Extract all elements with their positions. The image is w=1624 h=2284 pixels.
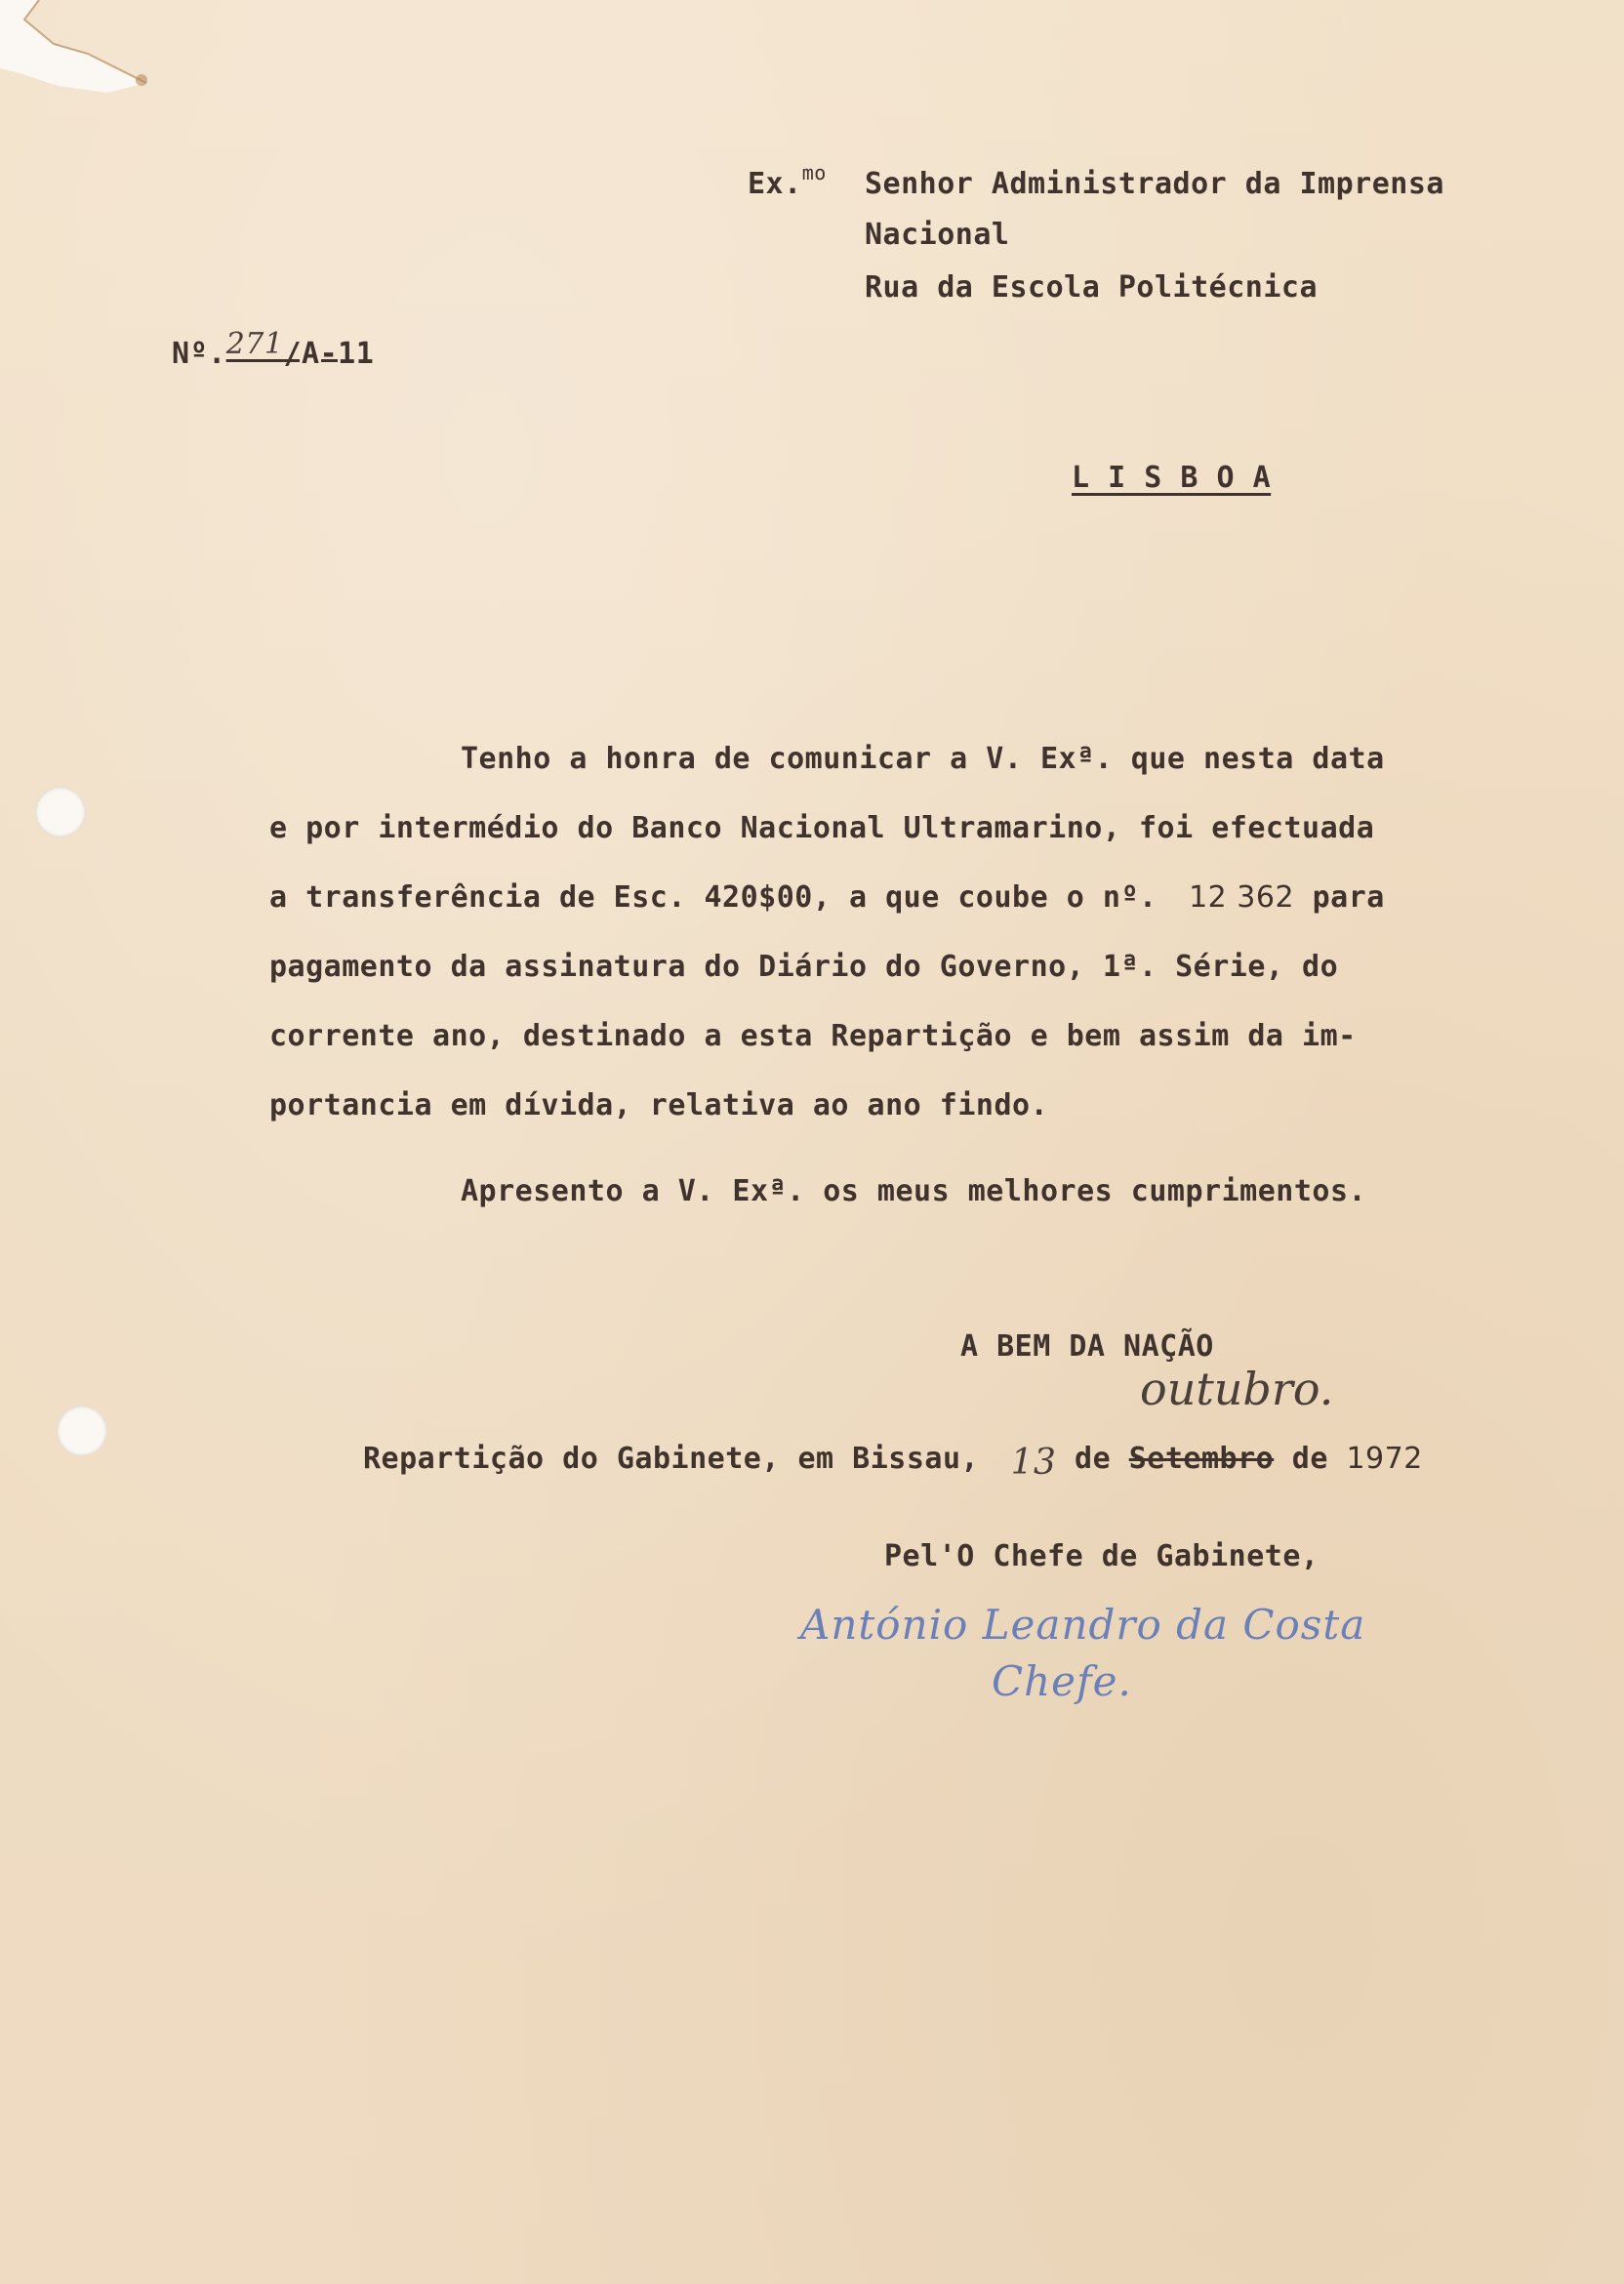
body-line-3: a transferência de Esc. 420$00, a que coube o nº. 12 362 para: [269, 880, 1385, 915]
month-handwritten: outubro.: [1140, 1363, 1334, 1415]
body-line-6: portancia em dívida, relativa ao ano findo.: [269, 1088, 1049, 1122]
reference-number: Nº.271/A-11: [172, 327, 375, 371]
motto: A BEM DA NAÇÃO: [960, 1329, 1214, 1364]
transfer-suffix: para: [1312, 880, 1385, 915]
closing-line: Apresento a V. Exª. os meus melhores cumprimentos.: [461, 1174, 1367, 1208]
addressee-line-3: Rua da Escola Politécnica: [865, 270, 1319, 305]
date-line: Repartição do Gabinete, em Bissau, 13 de Setembro de 1972: [363, 1442, 1423, 1483]
body-line-2: e por intermédio do Banco Nacional Ultramarino, foi efectuada: [269, 811, 1375, 845]
punch-hole-top: [35, 787, 86, 837]
signatory-title: Pel'O Chefe de Gabinete,: [884, 1539, 1320, 1573]
body-line-4: pagamento da assinatura do Diário do Governo, 1ª. Série, do: [269, 950, 1339, 984]
addressee-line-2: Nacional: [865, 218, 1010, 252]
transfer-number: 12 362: [1189, 880, 1295, 915]
punch-hole-bottom: [57, 1406, 107, 1456]
body-line-5: corrente ano, destinado a esta Repartição e bem assim da im-: [269, 1019, 1357, 1053]
addressee-line-1: Senhor Administrador da Imprensa: [865, 167, 1444, 201]
year: 1972: [1346, 1442, 1423, 1476]
signature-line-1: António Leandro da Costa: [800, 1601, 1366, 1649]
addressee-honorific: Ex.$^{mo}$: [748, 161, 827, 201]
torn-corner: [0, 0, 166, 117]
reference-handwritten: 271: [225, 327, 284, 361]
month-struck: Setembro: [1128, 1442, 1275, 1476]
signature-line-2: Chefe.: [992, 1657, 1132, 1705]
body-line-1: Tenho a honra de comunicar a V. Exª. que nesta data: [461, 742, 1385, 776]
city-heading: L I S B O A: [1072, 461, 1272, 495]
day-handwritten: 13: [1010, 1443, 1057, 1483]
